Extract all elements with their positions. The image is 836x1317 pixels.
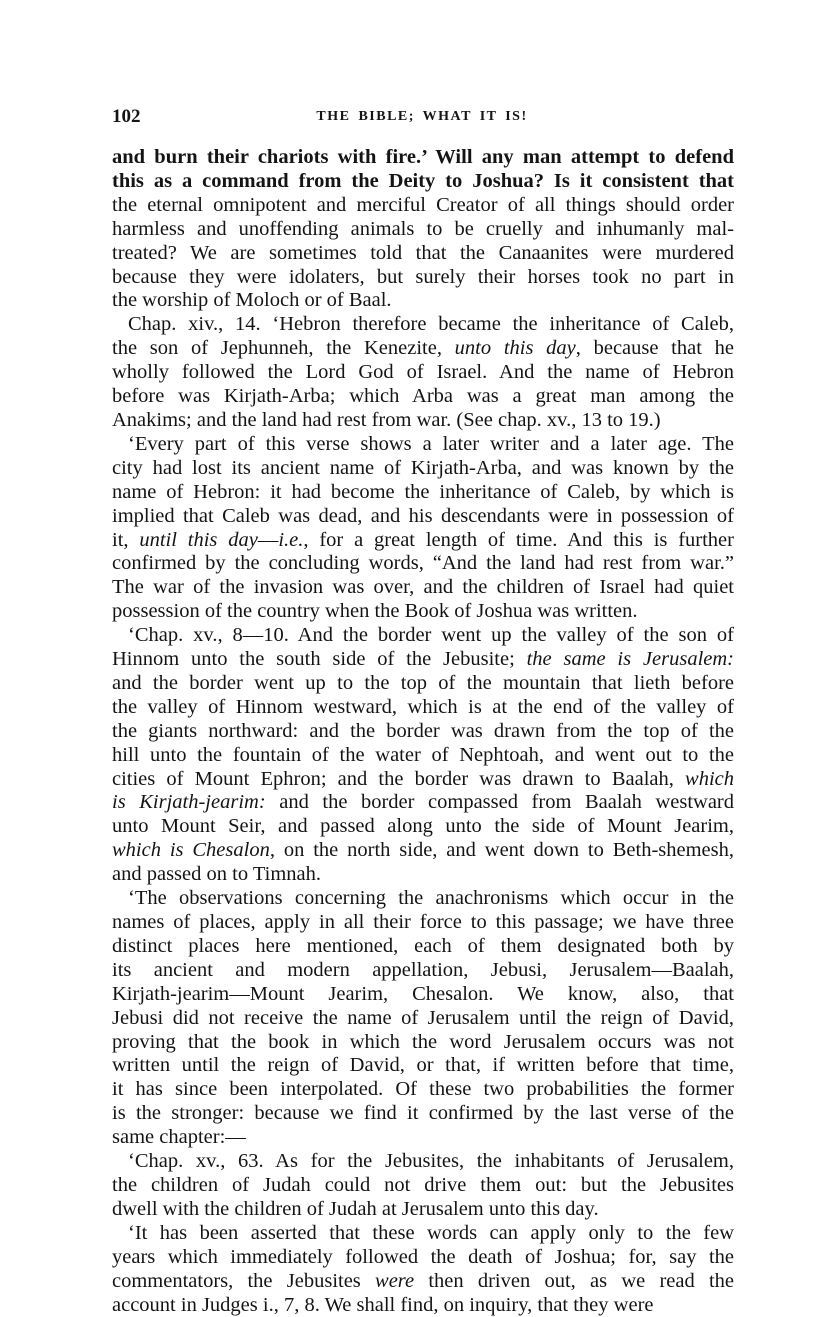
italic-text: were [375,1270,414,1292]
text-segment: the son of Jephunneh, the Kenezite, [112,337,455,359]
italic-text: the same is Jerusalem: [527,648,734,670]
text-segment: before was Kirjath-Arba; which Arba was a great man among the [112,385,734,407]
text-segment: because they were idolaters, but surely their horses took no part in [112,266,734,288]
text-segment: cities of Mount Ephron; and the border was drawn to Baalah, [112,768,685,790]
text-segment: the worship of Moloch or of Baal. [112,289,392,311]
text-segment: is the stronger: because we find it confirmed by the last verse of the [112,1102,734,1124]
text-segment: Anakims; and the land had rest from war. (See chap. xv., 13 to 19.) [112,409,661,431]
running-title: THE BIBLE; WHAT IT IS! [106,109,738,125]
text-segment: Kirjath-jearim—Mount Jearim, Chesalon. We know, also, that [112,983,734,1005]
text-line [112,1174,734,1198]
text-segment: the valley of Hinnom westward, which is at the end of the valley of [112,696,734,718]
text-line [112,361,734,385]
text-segment: and burn their chariots with fire.’ Will any man attempt to defend [112,146,734,168]
text-line [112,529,734,553]
text-segment: this as a command from the Deity to Joshua? Is it consistent that [112,170,734,192]
text-line [112,624,734,648]
text-segment: The war of the invasion was over, and the children of Israel had quiet [112,576,734,598]
italic-text: which [685,768,734,790]
text-line [112,337,734,361]
paragraph [112,146,734,313]
text-line [112,815,734,839]
text-line [112,791,734,815]
text-segment: ‘The observations concerning the anachronisms which occur in the [128,887,734,909]
text-line [112,313,734,337]
text-line [112,1270,734,1294]
text-line [112,1007,734,1031]
text-line [112,242,734,266]
text-line [112,696,734,720]
italic-text: i.e. [278,529,303,551]
text-segment: , for a great length of time. And this is further [303,529,734,551]
text-line [112,576,734,600]
text-line [112,481,734,505]
text-segment: Hinnom unto the south side of the Jebusite; [112,648,527,670]
text-line [112,1294,734,1317]
text-segment: and passed on to Timnah. [112,863,321,885]
text-segment: city had lost its ancient name of Kirjath-Arba, and was known by the [112,457,734,479]
text-line [112,935,734,959]
text-line [112,744,734,768]
paragraph [112,1222,734,1317]
text-segment: written until the reign of David, or that, if written before that time, [112,1054,734,1076]
text-line [112,1246,734,1270]
text-segment: the eternal omnipotent and merciful Creator of all things should order [112,194,734,216]
text-line [112,1054,734,1078]
text-line [112,648,734,672]
text-segment: its ancient and modern appellation, Jebusi, Jerusalem—Baalah, [112,959,734,981]
text-line [112,863,734,887]
text-line [112,1198,734,1222]
page-header [106,106,738,132]
text-line [112,1150,734,1174]
text-segment: distinct places here mentioned, each of them designated both by [112,935,734,957]
text-segment: and the border went up to the top of the mountain that lieth before [112,672,734,694]
text-line [112,194,734,218]
text-line [112,959,734,983]
text-segment: commentators, the Jebusites [112,1270,375,1292]
text-segment: it has since been interpolated. Of these two probabilities the former [112,1078,734,1100]
text-segment: and the border compassed from Baalah westward [266,791,734,813]
text-segment: hill unto the fountain of the water of Nephtoah, and went out to the [112,744,734,766]
text-line [112,457,734,481]
text-segment: , on the north side, and went down to Beth-shemesh, [270,839,734,861]
text-segment: — [258,529,279,551]
text-line [112,289,734,313]
italic-text: is Kirjath-jearim: [112,791,266,813]
text-line [112,768,734,792]
text-line [112,218,734,242]
text-line [112,409,734,433]
text-line [112,911,734,935]
text-segment: harmless and unoffending animals to be cruelly and inhumanly mal- [112,218,734,240]
paragraph [112,887,734,1150]
text-line [112,720,734,744]
italic-text: unto this day [455,337,576,359]
page-number: 102 [112,106,141,128]
text-line [112,266,734,290]
text-segment: proving that the book in which the word Jerusalem occurs was not [112,1031,734,1053]
paragraph [112,313,734,433]
text-line [112,433,734,457]
text-segment: same chapter:— [112,1126,246,1148]
text-line [112,1031,734,1055]
text-segment: Jebusi did not receive the name of Jerusalem until the reign of David, [112,1007,734,1029]
text-line [112,552,734,576]
text-segment: it, [112,529,139,551]
text-line [112,983,734,1007]
paragraph [112,433,734,624]
text-segment: treated? We are sometimes told that the Canaanites were murdered [112,242,734,264]
text-segment: confirmed by the concluding words, “And the land had rest from war.” [112,552,734,574]
text-line [112,839,734,863]
text-line [112,600,734,624]
text-segment: ‘It has been asserted that these words can apply only to the few [128,1222,734,1244]
text-segment: dwell with the children of Judah at Jerusalem unto this day. [112,1198,599,1220]
text-segment: , because that he [576,337,734,359]
text-segment: names of places, apply in all their force to this passage; we have three [112,911,734,933]
text-segment: wholly followed the Lord God of Israel. And the name of Hebron [112,361,734,383]
text-segment: ‘Chap. xv., 63. As for the Jebusites, the inhabitants of Jerusalem, [128,1150,734,1172]
text-line [112,1078,734,1102]
paragraph [112,624,734,887]
text-segment: ‘Chap. xv., 8—10. And the border went up the valley of the son of [128,624,734,646]
text-segment: account in Judges i., 7, 8. We shall find, on inquiry, that they were [112,1294,654,1316]
text-line [112,1222,734,1246]
text-line [112,672,734,696]
text-segment: the children of Judah could not drive them out: but the Jebusites [112,1174,734,1196]
text-line [112,170,734,194]
text-line [112,1102,734,1126]
text-line [112,385,734,409]
body-text [112,146,734,1317]
text-line [112,505,734,529]
text-line [112,887,734,911]
text-segment: possession of the country when the Book of Joshua was written. [112,600,638,622]
text-segment: name of Hebron: it had become the inheritance of Caleb, by which is [112,481,734,503]
text-segment: ‘Every part of this verse shows a later writer and a later age. The [128,433,734,455]
text-segment: years which immediately followed the death of Joshua; for, say the [112,1246,734,1268]
italic-text: until this day [139,529,257,551]
text-segment: implied that Caleb was dead, and his descendants were in possession of [112,505,734,527]
text-segment: unto Mount Seir, and passed along unto the side of Mount Jearim, [112,815,734,837]
text-segment: Chap. xiv., 14. ‘Hebron therefore became the inheritance of Caleb, [128,313,734,335]
text-segment: the giants northward: and the border was drawn from the top of the [112,720,734,742]
italic-text: which is Chesalon [112,839,270,861]
text-line [112,1126,734,1150]
text-segment: then driven out, as we read the [414,1270,734,1292]
text-line [112,146,734,170]
paragraph [112,1150,734,1222]
